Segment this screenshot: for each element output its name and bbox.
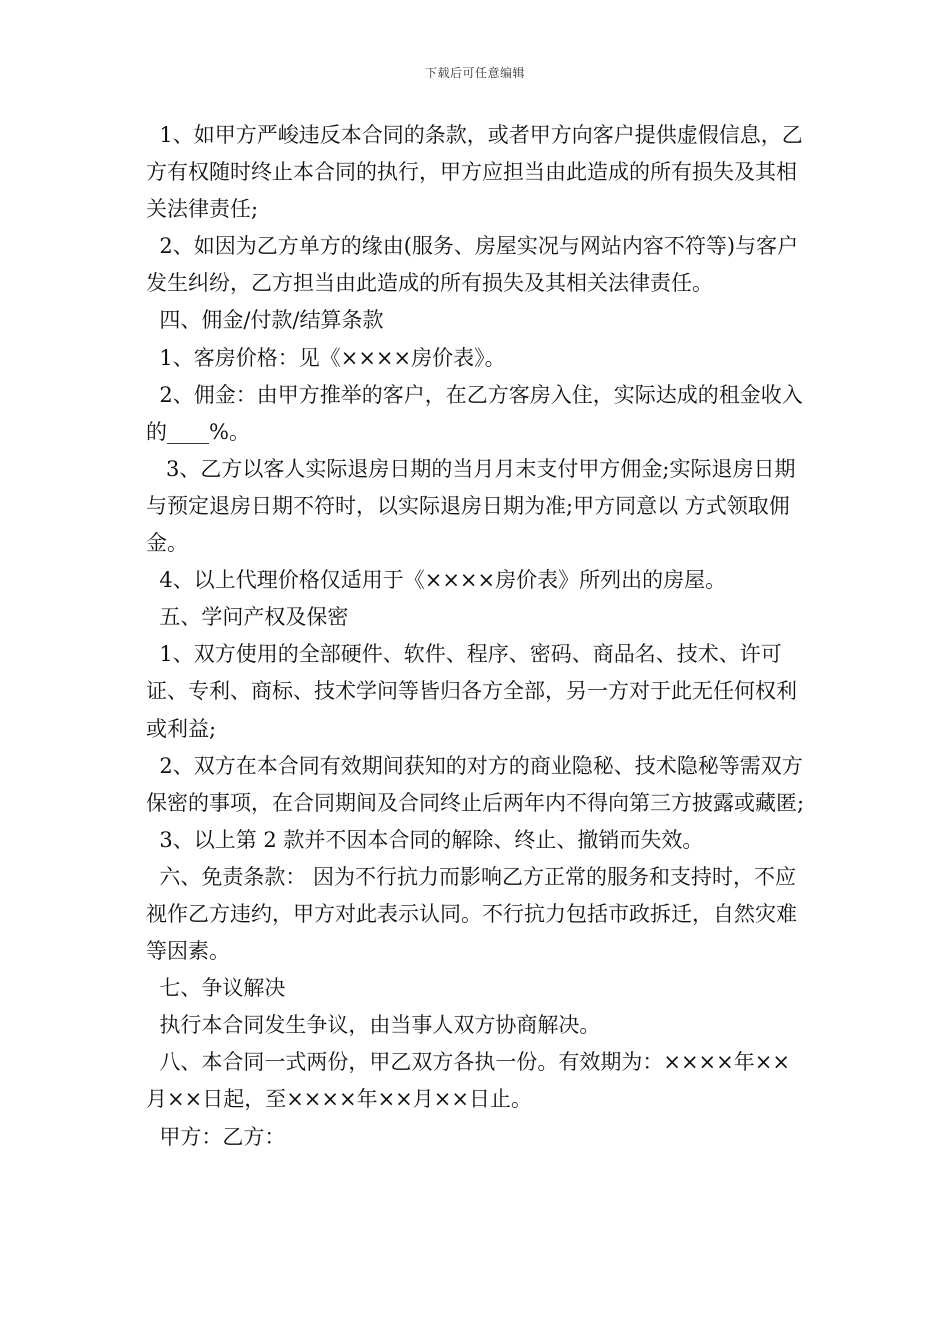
contract-body [146, 117, 806, 1156]
signature-line: 甲方：乙方： [146, 1124, 286, 1149]
clause-paragraph: 3、以上第 2 款并不因本合同的解除、终止、撤销而失效。 [146, 827, 704, 852]
clause-paragraph: 1、双方使用的全部硬件、软件、程序、密码、商品名、技术、许可证、专利、商标、技术学问等皆归各方全部，另一方对于此无任何权利或利益; [146, 642, 797, 741]
section-heading: 五、学问产权及保密 [146, 605, 349, 630]
section-heading: 八、本合同一式两份，甲乙双方各执一份。有效期为：××××年××月××日起，至××××年××月××日止。 [146, 1050, 790, 1112]
clause-paragraph: 2、双方在本合同有效期间获知的对方的商业隐秘、技术隐秘等需双方保密的事项，在合同期间及合同终止后两年内不得向第三方披露或藏匿; [146, 753, 805, 815]
clause-paragraph: 2、如因为乙方单方的缘由(服务、房屋实况与网站内容不符等)与客户发生纠纷，乙方担当由此造成的所有损失及其相关法律责任。 [146, 234, 799, 296]
clause-paragraph: 1、如甲方严峻违反本合同的条款，或者甲方向客户提供虚假信息，乙方有权随时终止本合同的执行，甲方应担当由此造成的所有损失及其相关法律责任; [146, 123, 803, 222]
section-heading: 四、佣金/付款/结算条款 [146, 308, 384, 333]
clause-paragraph: 执行本合同发生争议，由当事人双方协商解决。 [146, 1013, 601, 1038]
clause-paragraph: 1、客房价格：见《××××房价表》。 [146, 345, 506, 370]
section-heading: 六、免责条款： 因为不行抗力而影响乙方正常的服务和支持时，不应视作乙方违约，甲方对此表示认同。不行抗力包括市政拆迁，自然灾难等因素。 [146, 864, 797, 964]
section-heading: 七、争议解决 [146, 976, 286, 1001]
clause-paragraph: 4、以上代理价格仅适用于《××××房价表》所列出的房屋。 [146, 568, 727, 593]
clause-paragraph: 3、乙方以客人实际退房日期的当月月末支付甲方佣金;实际退房日期与预定退房日期不符时，以实际退房日期为准;甲方同意以 方式领取佣金。 [146, 456, 796, 556]
page-header-note: 下载后可任意编辑 [424, 66, 525, 80]
clause-paragraph: 2、佣金：由甲方推举的客户，在乙方客房入住，实际达成的租金收入的____%。 [146, 382, 803, 444]
